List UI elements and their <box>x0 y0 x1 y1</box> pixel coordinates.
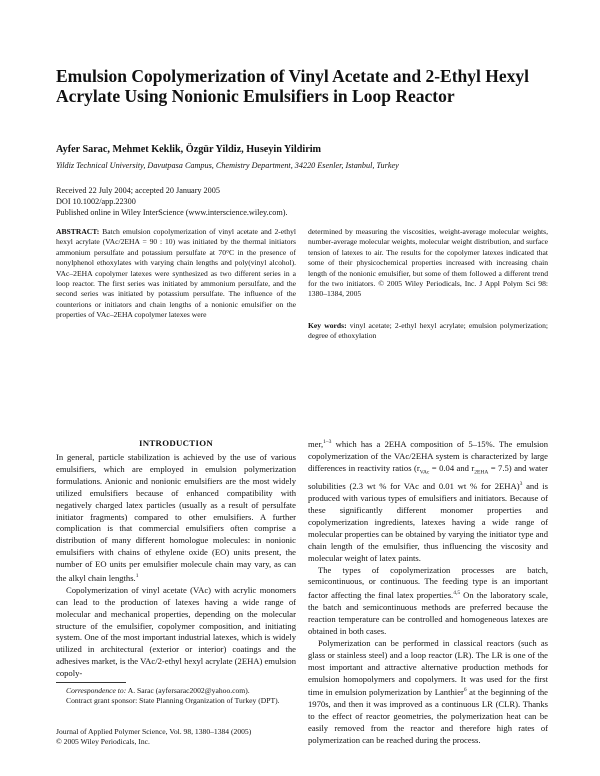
correspondence-footnote <box>56 686 296 696</box>
keywords <box>308 321 548 342</box>
correspondence-email: A. Sarac (ayfersarac2002@yahoo.com). <box>127 686 250 695</box>
abstract-continued <box>308 227 548 300</box>
keywords-text: vinyl acetate; 2-ethyl hexyl acrylate; emulsion polymerization; degree of ethoxylation <box>308 321 548 341</box>
affiliation: Yildiz Technical University, Davutpasa Campus, Chemistry Department, 34220 Esenler, Istanbul, Turkey <box>56 161 399 170</box>
author-list: Ayfer Sarac, Mehmet Keklik, Özgür Yildiz, Huseyin Yildirim <box>56 144 322 155</box>
publication-dates <box>56 185 556 218</box>
journal-citation: Journal of Applied Polymer Science, Vol. 98, 1380–1384 (2005) <box>56 727 252 736</box>
published-online: Published online in Wiley InterScience (www.interscience.wiley.com). <box>56 208 288 217</box>
correspondence-label: Correspondence to: <box>66 686 127 695</box>
citation: 1–3 <box>323 439 332 445</box>
body-right-column <box>308 437 548 747</box>
journal-info <box>56 727 296 747</box>
citation: 6 <box>463 687 467 694</box>
received-date: Received 22 July 2004; accepted 20 January 2005 <box>56 186 220 195</box>
subscript: 2EHA <box>474 469 489 476</box>
paragraph: Polymerization can be performed in classical reactors (such as glass or stainless steel) and a loop reactor (LR). The LR is one of the most important and attractive alternative production methods for emulsion homopolymers and copolymers. It was used for the first time in emulsion polymerization by Lanthier$^6$ at the beginning of the 1970s, and then it was improved as a continuous LR (CLR). Thanks to the effect of reactor geometries, the polymerization heat can be easily removed from the reactor and therefore high rates of polymerization can be reached during the process. <box>308 637 548 745</box>
citation: 3 <box>519 481 523 488</box>
paragraph: Copolymerization of vinyl acetate (VAc) with acrylic monomers can lead to the production of latexes having a wide range of molecular and mechanical properties, depending on the molecular structure of the emulsifier, copolymer composition, and initiating system. One of the most important industrial latexes, which is widely utilized in architectural (exterior or interior) coatings and the adhesives market, is the VAc/2-ethyl hexyl acrylate (2EHA) emulsion copoly- <box>56 584 297 679</box>
footnotes <box>56 686 296 706</box>
article-title: Emulsion Copolymerization of Vinyl Acetate and 2-Ethyl Hexyl Acrylate Using Nonionic Emulsifiers in Loop Reactor <box>56 66 529 106</box>
copyright: © 2005 Wiley Periodicals, Inc. <box>56 737 150 746</box>
abstract-label: ABSTRACT: <box>56 227 100 236</box>
abstract-text-part2: determined by measuring the viscosities, weight-average molecular weights, number-average molecular weights, molecular weight distribution, and surface tension of latexes to air. The results for the copolymer latexes indicated that some of their physicochemical properties increased with increasing chain length of the nonionic emulsifier, but some of them followed a different trend for the two initiators. © 2005 Wiley Periodicals, Inc. J Appl Polym Sci 98: 1380–1384, 2005 <box>308 227 548 299</box>
paragraph: The types of copolymerization processes are batch, semicontinuous, or continuous. The feeding type is an important factor affecting the final latex properties.$^{4,5}$ On the laboratory scale, the batch and semicontinuous methods are preferred because the reaction temperature can be controlled and homogeneous latexes are obtained in both cases. <box>308 564 549 636</box>
abstract-text-part1: Batch emulsion copolymerization of vinyl acetate and 2-ethyl hexyl acrylate (VAc/2EHA = 90 : 10) was initiated by the thermal initiators ammonium persulfate and potassium persulfate at 70°C in the presence of nonylphenol ethoxylates with varying chain lengths and poly(vinyl alcohol). VAc–2EHA copolymer latexes were synthesized as two different series in a loop reactor. The first series was initiated by ammonium persulfate, and the second series was initiated by potassium persulfate. The influence of the counterions or initiators and chain lengths of a nonionic emulsifier on the properties of VAc–2EHA copolymer latexes were <box>56 227 296 320</box>
paragraph: mer,$^{1-3}$ which has a 2EHA composition of 5–15%. The emulsion copolymerization of the VAc/2EHA system is characterized by large differences in reactivity ratios ($r_{VAc} = 0.04$ and $r_{2EHA} = 7.5$) and water solubilities (2.3 wt % for VAc and 0.01 wt % for 2EHA)$^3$ and is produced with various types of emulsifiers and initiators. Because of these significantly different monomer properties and copolymerization ingredients, latexes having a wide range of molecular properties can be obtained by varying the initiator type and chain length of the emulsifier, thus influencing the viscosity and molecular weight of latex paints. <box>308 438 549 563</box>
subscript: VAc <box>419 469 430 476</box>
keywords-label: Key words: <box>308 321 347 330</box>
citation: 4,5 <box>453 590 461 597</box>
abstract <box>56 227 296 321</box>
introduction-heading: INTRODUCTION <box>139 438 213 448</box>
paragraph: In general, particle stabilization is achieved by the use of various emulsifiers, which are employed in emulsion polymerization formulations. Anionic and nonionic emulsifiers are the most widely utilized emulsifiers because of enhanced compatibility with negatively charged latex particles (usually as a result of persulfate initiator fragments) compared to other emulsifiers. A further complication is that commercial emulsifiers often comprise a distribution of many different homologue molecules: in nonionic emulsifiers with chains of ethylene oxide (EO) units present, the number of EO units per emulsifier molecule chain may vary, as can the alkyl chain lengths.$^1$ <box>56 452 296 583</box>
citation: 1 <box>135 573 139 580</box>
footnote-divider <box>56 682 126 683</box>
body-left-column <box>56 452 296 680</box>
doi: DOI 10.1002/app.22300 <box>56 197 136 206</box>
grant-footnote: Contract grant sponsor: State Planning Organization of Turkey (DPT). <box>66 696 280 705</box>
